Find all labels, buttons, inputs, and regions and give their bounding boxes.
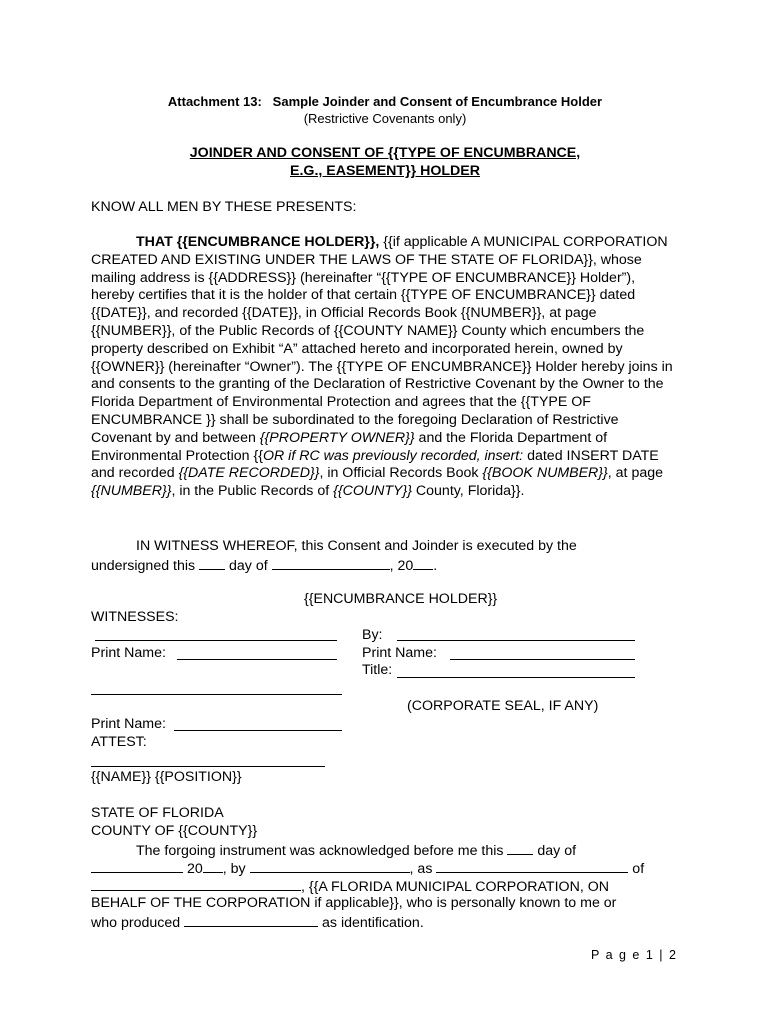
- notary-entity-blank[interactable]: [91, 877, 301, 891]
- notary-text-5b: as identification.: [318, 915, 424, 931]
- notary-month-blank[interactable]: [91, 859, 183, 873]
- encumbrance-holder-lead: THAT {{ENCUMBRANCE HOLDER}},: [136, 234, 380, 250]
- witness-2-signature-line[interactable]: [91, 694, 342, 695]
- notary-line-3: [91, 877, 609, 897]
- identification-blank[interactable]: [184, 913, 318, 927]
- document-title-line-2: E.G., EASEMENT}} HOLDER: [290, 163, 480, 179]
- by-signature-line[interactable]: [397, 640, 635, 641]
- title-line[interactable]: [397, 677, 635, 678]
- notary-line-2: [91, 859, 644, 879]
- body-paragraph: [91, 234, 681, 501]
- page-number-footer: P a g e 1 | 2: [591, 948, 678, 962]
- notary-text-3: , {{A FLORIDA MUNICIPAL CORPORATION, ON: [301, 879, 609, 895]
- witness-text-c: , 20: [389, 558, 414, 574]
- notary-capacity-blank[interactable]: [436, 859, 628, 873]
- witness-2-print-name-label: Print Name:: [91, 716, 166, 732]
- witness-1-print-name-line[interactable]: [177, 659, 337, 660]
- witness-1-print-name-label: Print Name:: [91, 645, 166, 661]
- body-text-1: {{if applicable A MUNICIPAL CORPORATION CREATED AND EXISTING UNDER THE LAWS OF THE STATE OF FLORIDA}}, whose mailing address is {{ADDRESS}} (hereinafter “{{TYPE OF ENCUMBRANCE}} Holder”), hereby certifies that it is the holder of that certain {{TYPE OF ENCUMBRANCE}} dated {{DATE}}, and recorded {{DATE}}, in Official Records Book {{NUMBER}}, at page {{NUMBER}}, of the Public Records of {{COUNTY NAME}} County which encumbers the property described on Exhibit “A” attached hereto and incorporated herein, owned by {{OWNER}} (hereinafter “Owner”). The {{TYPE OF ENCUMBRANCE}} Holder hereby joins in and consents to the granting of the Declaration of Restrictive Covenant by the Owner to the Florida Department of Environmental Protection and agrees that the {{TYPE OF ENCUMBRANCE }} shall be subordinated to the foregoing Declaration of Restrictive Covenant by and between: [91, 234, 673, 446]
- or-instruction: OR if RC was previously recorded, insert:: [262, 447, 524, 464]
- body-text-5: , at page: [607, 465, 664, 482]
- body-text-4: , in Official Records Book: [319, 465, 483, 482]
- by-label: By:: [362, 627, 383, 643]
- attachment-subtitle: (Restrictive Covenants only): [303, 111, 467, 126]
- date-recorded-placeholder: {{DATE RECORDED}}: [178, 465, 320, 482]
- notary-text-2c: , as: [409, 861, 437, 877]
- book-number-placeholder: {{BOOK NUMBER}}: [482, 465, 608, 482]
- attest-label: ATTEST:: [91, 734, 147, 750]
- notary-text-1b: day of: [533, 843, 577, 859]
- witness-clause-line-2: [91, 556, 437, 576]
- corporate-seal-label: (CORPORATE SEAL, IF ANY): [407, 698, 599, 714]
- notary-text-5a: who produced: [91, 915, 185, 931]
- notary-signer-blank[interactable]: [250, 859, 410, 873]
- signer-print-name-line[interactable]: [450, 659, 635, 660]
- intro-text: KNOW ALL MEN BY THESE PRESENTS:: [91, 199, 357, 215]
- month-blank[interactable]: [272, 556, 390, 570]
- title-label: Title:: [362, 662, 393, 678]
- document-title-line-1: JOINDER AND CONSENT OF {{TYPE OF ENCUMBRANCE,: [189, 145, 581, 161]
- notary-text-1a: The forgoing instrument was acknowledged before me this: [136, 843, 508, 859]
- attest-signature-line[interactable]: [91, 766, 325, 767]
- day-blank[interactable]: [199, 556, 225, 570]
- notary-text-2a: 20: [183, 861, 203, 877]
- attachment-label: Attachment 13:: [167, 94, 262, 109]
- witness-text-b: day of: [225, 558, 272, 574]
- notary-line-1: [136, 841, 576, 861]
- year-blank[interactable]: [413, 556, 433, 570]
- attachment-title: Sample Joinder and Consent of Encumbrance Holder: [272, 94, 603, 109]
- body-text-6: , in the Public Records of: [171, 483, 334, 500]
- name-position-label: {{NAME}} {{POSITION}}: [91, 769, 242, 785]
- page-number-placeholder: {{NUMBER}}: [91, 483, 172, 500]
- state-label: STATE OF FLORIDA: [91, 805, 224, 821]
- property-owner-placeholder: {{PROPERTY OWNER}}: [259, 429, 415, 446]
- notary-text-2d: of: [628, 861, 645, 877]
- encumbrance-holder-label: {{ENCUMBRANCE HOLDER}}: [304, 591, 498, 607]
- witness-2-print-name-line[interactable]: [174, 730, 342, 731]
- notary-year-blank[interactable]: [203, 859, 223, 873]
- signer-print-name-label: Print Name:: [362, 645, 437, 661]
- attachment-heading: [0, 94, 770, 109]
- witness-clause-line-1: IN WITNESS WHEREOF, this Consent and Joinder is executed by the: [136, 538, 577, 554]
- body-text-3: dated INSERT DATE and recorded: [91, 447, 659, 482]
- notary-line-4: BEHALF OF THE CORPORATION if applicable}}, who is personally known to me or: [91, 895, 617, 911]
- notary-text-2b: , by: [222, 861, 250, 877]
- notary-day-blank[interactable]: [507, 841, 533, 855]
- witnesses-label: WITNESSES:: [91, 609, 179, 625]
- body-text-2: and the Florida Department of Environmental Protection {{: [91, 429, 608, 464]
- witness-text-d: .: [433, 558, 438, 574]
- county-placeholder: {{COUNTY}}: [333, 483, 412, 500]
- body-text-7: County, Florida}}.: [411, 483, 525, 500]
- witness-1-signature-line[interactable]: [95, 640, 337, 641]
- county-label: COUNTY OF {{COUNTY}}: [91, 823, 258, 839]
- notary-line-5: [91, 913, 424, 933]
- witness-text-a: undersigned this: [91, 558, 200, 574]
